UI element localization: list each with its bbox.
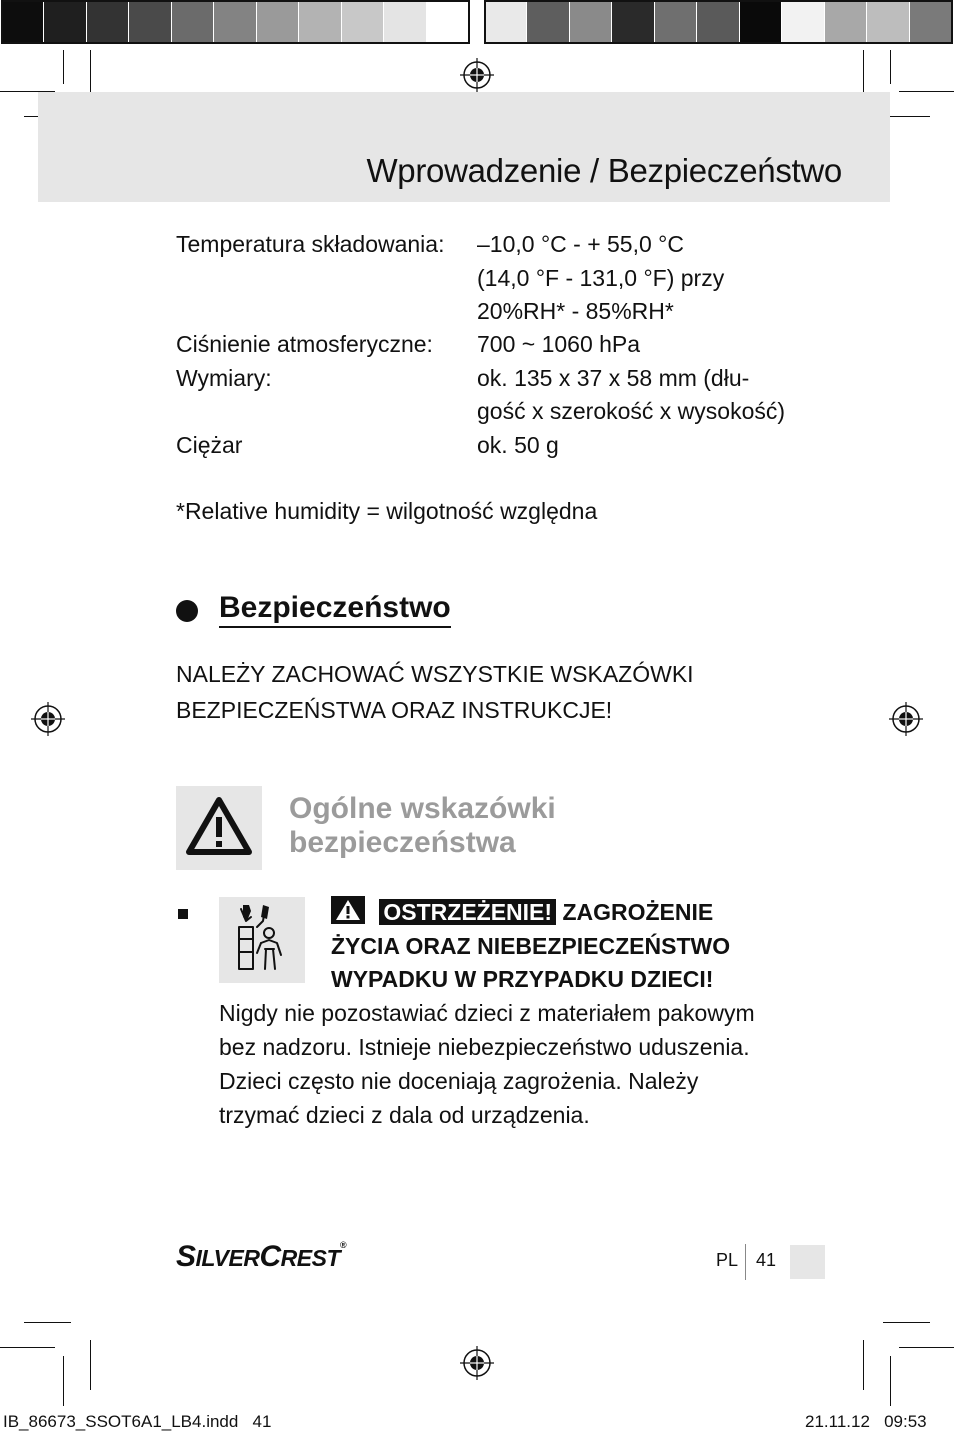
spec-label-pressure: Ciśnienie atmosferyczne: [176,331,433,357]
spec-value-line: 20%RH* - 85%RH* [477,298,674,324]
color-bar-frame-left [1,0,470,44]
logo-part: ILVER [195,1245,260,1271]
crop-mark [90,1340,91,1390]
crop-mark [883,1322,930,1323]
warning-badge: OSTRZEŻENIE! [379,899,556,925]
crop-mark [63,1356,64,1406]
spec-value-line: 700 ~ 1060 hPa [477,331,641,357]
crop-mark [63,50,64,84]
page-divider [745,1244,746,1280]
general-safety-title-line: Ogólne wskazówki [289,792,556,825]
warning-body-line: bez nadzoru. Istnieje niebezpieczeństwo uduszenia. [219,1034,750,1060]
notice-line: BEZPIECZEŃSTWA ORAZ INSTRUKCJE! [176,697,613,723]
child-hazard-icon [219,897,305,983]
crop-mark [899,1347,954,1348]
registration-mark-icon [889,702,923,736]
crop-mark [90,50,91,98]
warning-triangle-icon [176,786,262,870]
warning-body-line: Dzieci często nie doceniają zagrożenia. Należy [219,1068,699,1094]
warning-body-line: Nigdy nie pozostawiać dzieci z materiałem pakowym [219,1000,755,1026]
page-title: Wprowadzenie / Bezpieczeństwo [366,152,842,189]
crop-mark [890,1356,891,1406]
general-safety-title [289,792,556,860]
language-code: PL [716,1250,739,1270]
page-number: 41 [756,1250,777,1270]
registration-mark-icon [31,702,65,736]
warning-heading-line-3: WYPADKU W PRZYPADKU DZIECI! [331,966,714,992]
footnote: *Relative humidity = wilgotność względna [176,498,598,524]
notice-line: NALEŻY ZACHOWAĆ WSZYSTKIE WSKAZÓWKI [176,661,694,687]
slug-file: IB_86673_SSOT6A1_LB4.indd 41 [3,1412,272,1431]
color-bar-frame-right [484,0,953,44]
spec-label-weight: Ciężar [176,432,243,458]
bullet-dot-icon [176,600,198,622]
warning-heading-rest: ZAGROŻENIE [556,899,714,925]
warning-heading-line-1 [331,895,713,929]
registration-mark-icon [460,1346,494,1380]
spec-value-line: –10,0 °C - + 55,0 °C [477,231,684,257]
spec-value-line: ok. 50 g [477,432,559,458]
warning-heading-line-2: ŻYCIA ORAZ NIEBEZPIECZEŃSTWO [331,933,731,959]
spec-value-line: (14,0 °F - 131,0 °F) przy [477,265,725,291]
logo-registered-mark: ® [340,1240,347,1250]
general-safety-title-line: bezpieczeństwa [289,826,516,859]
registration-mark-icon [460,58,494,92]
spec-value-line: gość x szerokość x wysokość) [477,398,786,424]
crop-mark [899,91,954,92]
section-title: Bezpieczeństwo [219,590,451,628]
page-tab-box [790,1245,825,1279]
square-bullet-icon [178,909,188,919]
spec-label-storage-temp: Temperatura składowania: [176,231,445,257]
spec-value-line: ok. 135 x 37 x 58 mm (dłu- [477,365,750,391]
logo-part: S [176,1240,196,1273]
slug-datetime: 21.11.12 09:53 [805,1412,927,1431]
small-warning-triangle-icon [331,896,365,924]
crop-mark [883,116,930,117]
crop-mark [890,50,891,84]
crop-mark [24,1322,71,1323]
crop-mark [863,50,864,98]
spec-label-dimensions: Wymiary: [176,365,272,391]
crop-mark [0,1347,55,1348]
child-hazard-box [219,897,305,983]
logo-part: REST [280,1245,340,1271]
warning-body-line: trzymać dzieci z dala od urządzenia. [219,1102,590,1128]
crop-mark [863,1340,864,1390]
warning-box [176,786,262,870]
silvercrest-logo [176,1240,346,1274]
logo-part: C [259,1240,281,1273]
